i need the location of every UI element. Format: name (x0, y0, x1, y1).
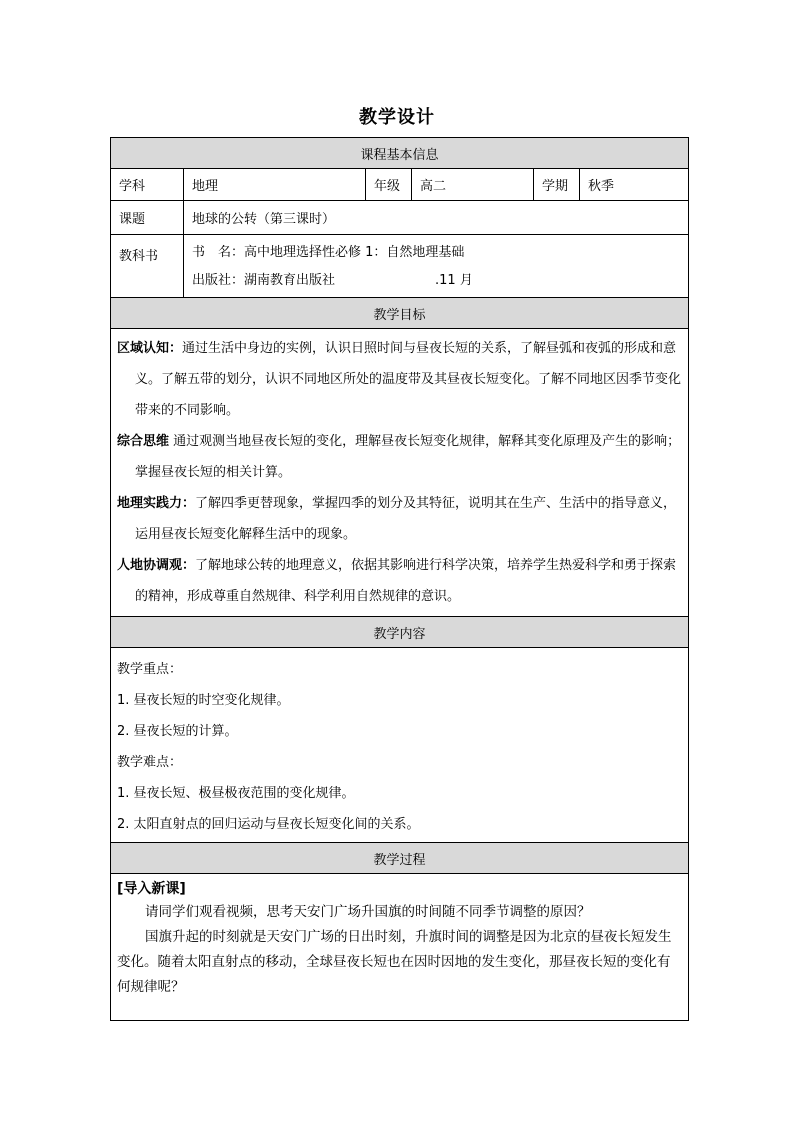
objective-item (117, 550, 682, 612)
objective-text: 通过生活中身边的实例，认识日照时间与昼夜长短的关系，了解昼弧和夜弧的形成和意义。了解五带的划分，认识不同地区所处的温度带及其昼夜长短变化。了解不同地区因季节变化带来的不同影响。 (135, 341, 682, 418)
subject-label: 学科 (111, 169, 184, 201)
objective-label: 区域认知： (117, 341, 183, 356)
objective-label: 综合思维 (117, 434, 170, 449)
process-header: 教学过程 (111, 843, 689, 874)
intro-paragraph: 请同学们观看视频，思考天安门广场升国旗的时间随不同季节调整的原因？ (145, 904, 591, 920)
term-label: 学期 (534, 169, 580, 201)
lesson-plan-table (110, 137, 689, 1021)
textbook-info (184, 235, 689, 298)
objective-text: 通过观测当地昼夜长短的变化，理解昼夜长短变化规律，解释其变化原理及产生的影响；掌握昼夜长短的相关计算。 (135, 434, 681, 480)
topic-label: 课题 (111, 201, 184, 235)
intro-section-title: [导入新课] (117, 881, 186, 897)
objective-text: 了解四季更替现象，掌握四季的划分及其特征，说明其在生产、生活中的指导意义，运用昼夜长短变化解释生活中的现象。 (135, 496, 677, 542)
topic-value: 地球的公转（第三课时） (184, 201, 689, 235)
objectives-header: 教学目标 (111, 298, 689, 329)
objective-label: 地理实践力： (117, 496, 196, 511)
publisher-row (192, 267, 680, 295)
difficulty-item: 1. 昼夜长短、极昼极夜范围的变化规律。 (117, 786, 355, 801)
objective-label: 人地协调观： (117, 558, 196, 573)
publish-date: .11 月 (435, 273, 473, 288)
book-name-line: 书 名：高中地理选择性必修 1：自然地理基础 (192, 245, 465, 260)
objective-item (117, 333, 682, 426)
objective-item (117, 426, 682, 488)
content-body (111, 648, 689, 843)
objectives-body (111, 329, 689, 617)
subject-value: 地理 (184, 169, 366, 201)
grade-value: 高二 (412, 169, 534, 201)
document-title: 教学设计 (359, 107, 435, 128)
basic-info-header: 课程基本信息 (111, 138, 689, 169)
objective-text: 了解地球公转的地理意义，依据其影响进行科学决策，培养学生热爱科学和勇于探索的精神，形成尊重自然规律、科学利用自然规律的意识。 (135, 558, 677, 604)
textbook-label: 教科书 (111, 235, 184, 298)
key-points-label: 教学重点： (117, 662, 183, 677)
publisher-line: 出版社：湖南教育出版社 (192, 273, 336, 288)
key-point-item: 2. 昼夜长短的计算。 (117, 724, 238, 739)
term-value: 秋季 (580, 169, 689, 201)
grade-label: 年级 (366, 169, 412, 201)
key-point-item: 1. 昼夜长短的时空变化规律。 (117, 693, 290, 708)
content-header: 教学内容 (111, 617, 689, 648)
objective-item (117, 488, 682, 550)
difficulty-item: 2. 太阳直射点的回归运动与昼夜长短变化间的关系。 (117, 817, 420, 832)
intro-paragraph: 国旗升起的时刻就是天安门广场的日出时刻，升旗时间的调整是因为北京的昼夜长短发生变化。随着太阳直射点的移动，全球昼夜长短也在因时因地的发生变化，那昼夜长短的变化有何规律呢？ (117, 929, 672, 995)
difficulties-label: 教学难点： (117, 755, 183, 770)
process-body (111, 874, 689, 1021)
